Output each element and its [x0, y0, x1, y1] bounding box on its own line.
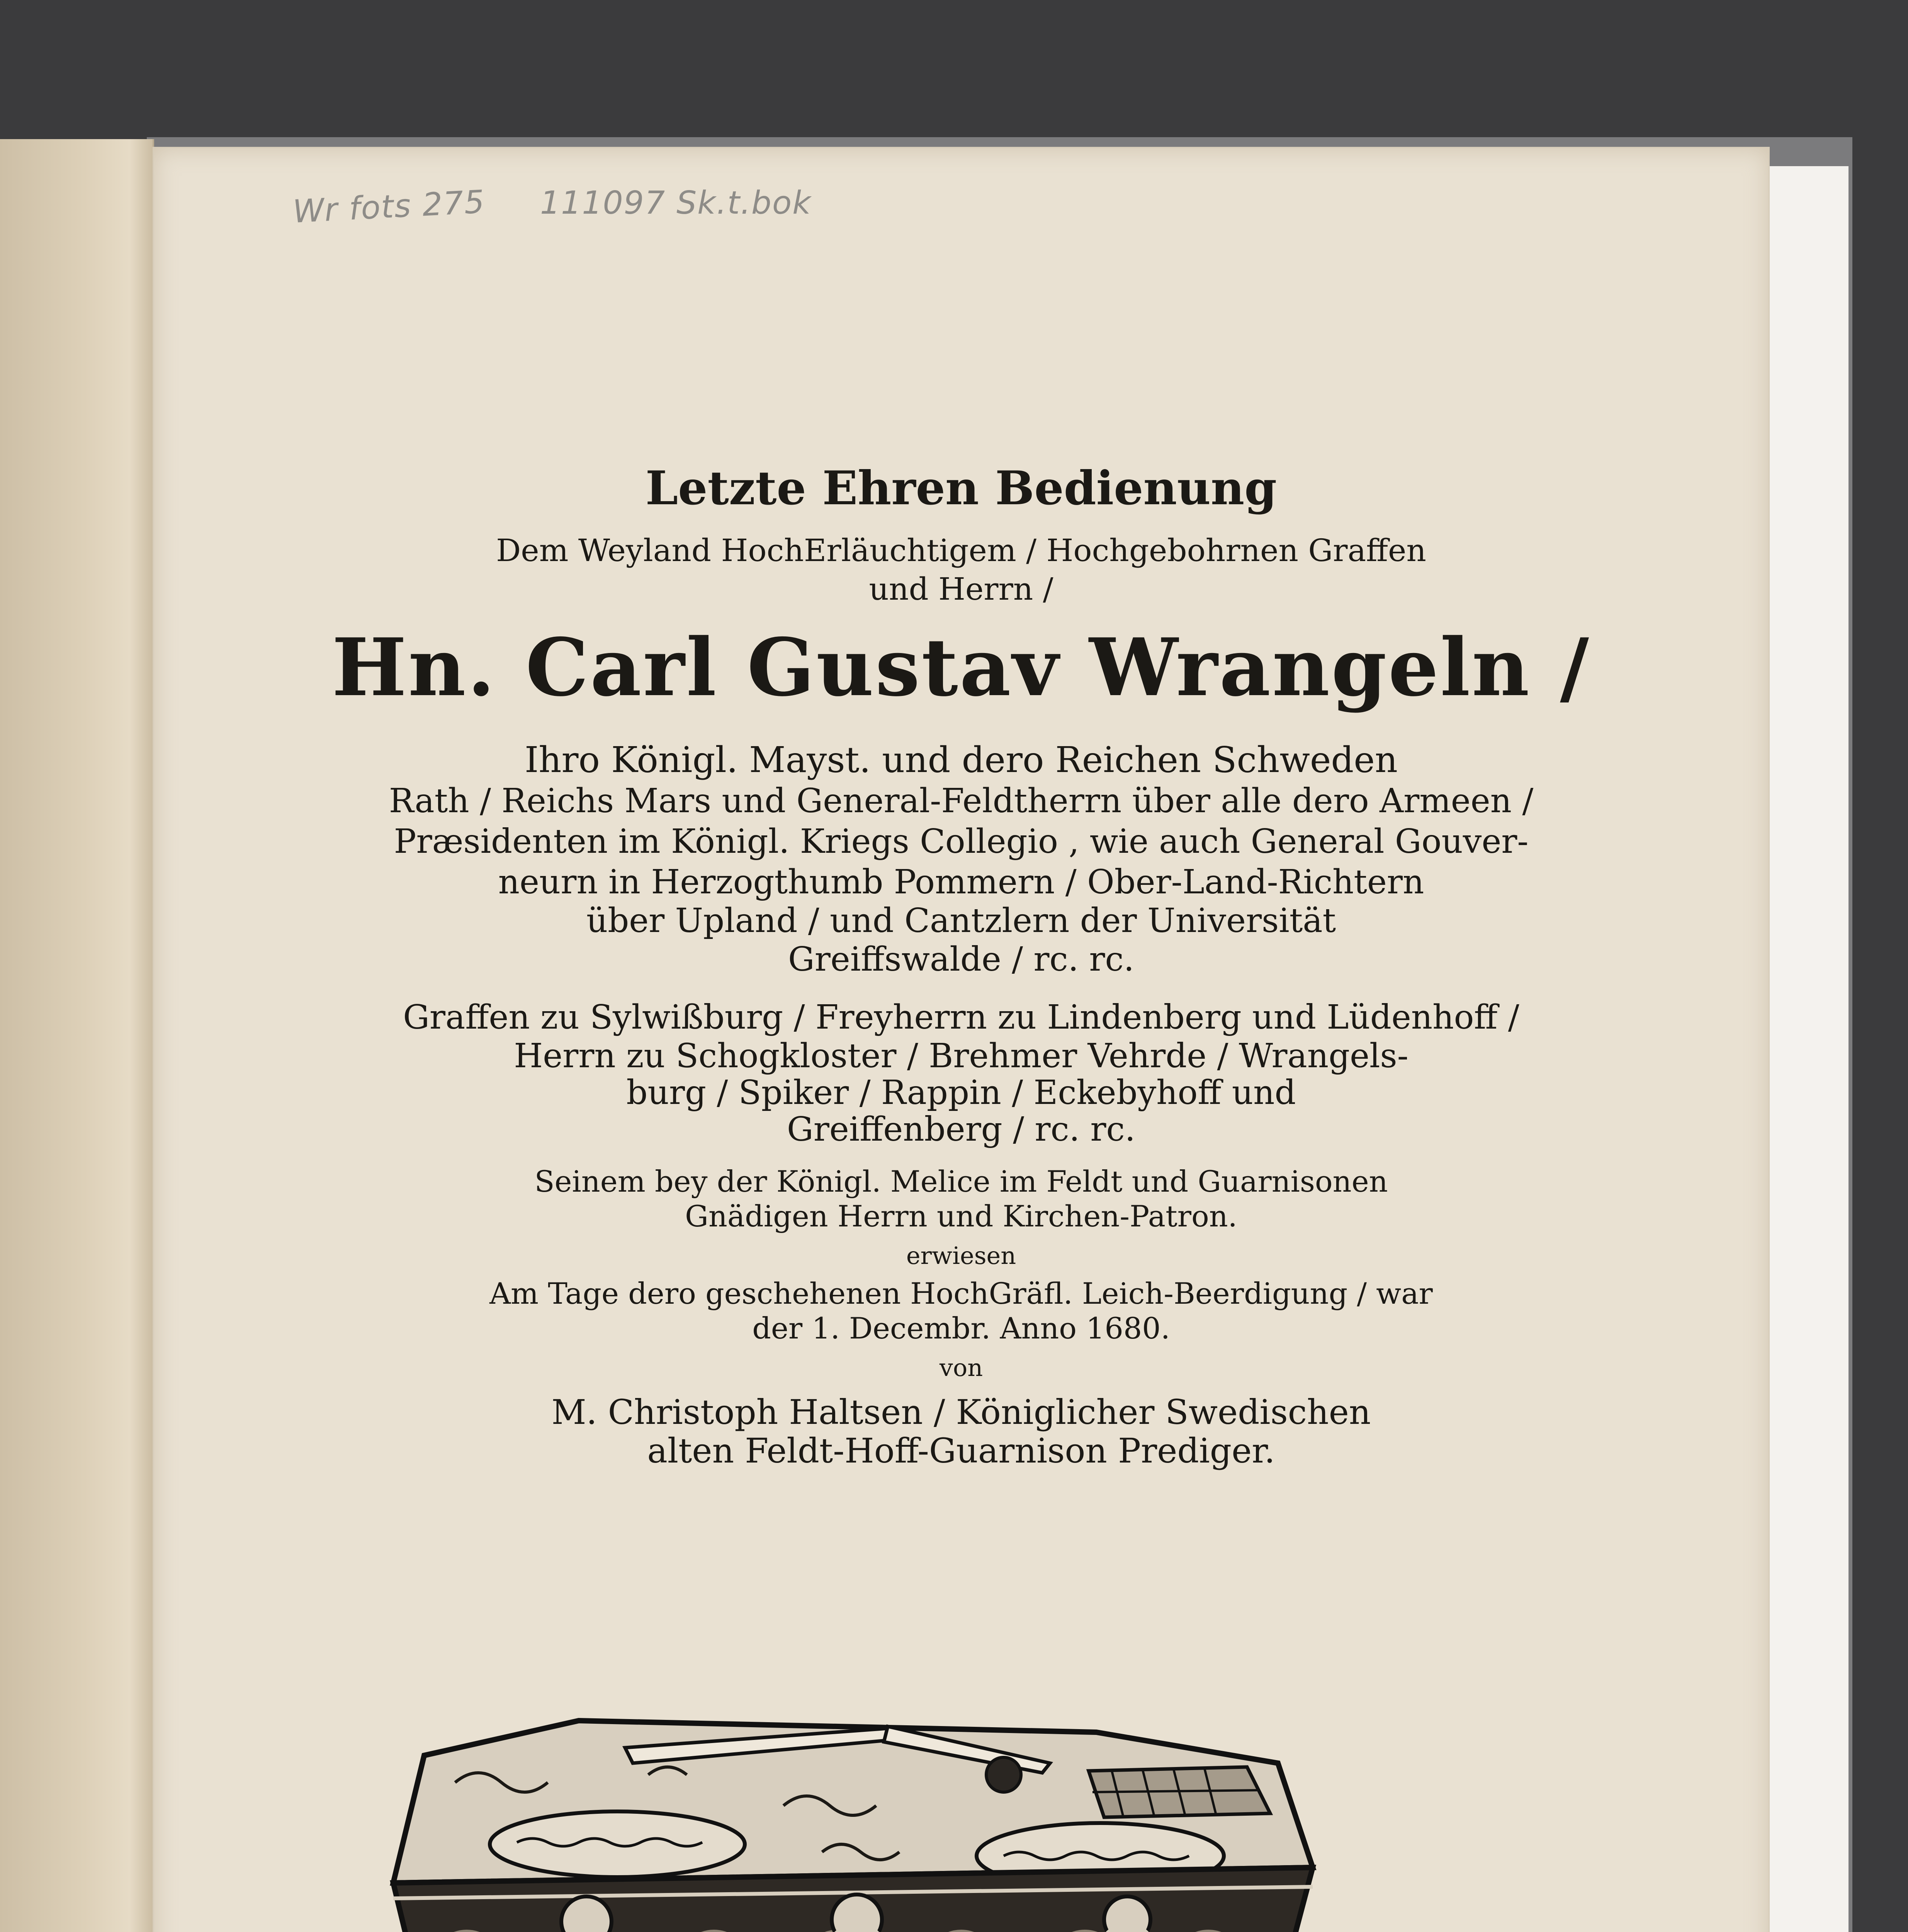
titles-line: über Upland / und Cantzlern der Universität — [586, 901, 1336, 940]
title-page — [153, 147, 1770, 1932]
pencil-number: 111097 Sk.t.bok — [540, 185, 812, 221]
honoree-name: Hn. Carl Gustav Wrangeln / — [331, 621, 1591, 714]
titles-line: Ihro Königl. Mayst. und dero Reichen Schweden — [524, 739, 1398, 781]
patron-line: Gnädigen Herrn und Kirchen-Patron. — [685, 1199, 1237, 1233]
erwiesen-text: erwiesen — [906, 1242, 1016, 1270]
estates-line: burg / Spiker / Rappin / Eckebyhoff und — [626, 1073, 1296, 1112]
estates-line: Graffen zu Sylwißburg / Freyherrn zu Lindenberg und Lüdenhoff / — [403, 998, 1519, 1037]
author-line: M. Christoph Haltsen / Königlicher Swedischen — [551, 1392, 1371, 1432]
occasion-line: Am Tage dero geschehenen HochGräfl. Leich-Beerdigung / war — [489, 1276, 1433, 1311]
titles-line: Præsidenten im Königl. Kriegs Collegio , wie auch General Gouver- — [394, 822, 1529, 861]
coffin-woodcut-illustration — [378, 1705, 1452, 1932]
dedication-line-1: Dem Weyland HochErläuchtigem / Hochgebohrnen Graffen — [496, 532, 1426, 568]
pencil-shelfmark: Wr fots 275 — [292, 184, 486, 230]
occasion-line: der 1. Decembr. Anno 1680. — [752, 1311, 1170, 1345]
titles-line: Rath / Reichs Mars und General-Feldtherrn über alle dero Armeen / — [389, 782, 1534, 820]
estates-line: Greiffenberg / rc. rc. — [787, 1110, 1135, 1149]
author-line: alten Feldt-Hoff-Guarnison Prediger. — [647, 1431, 1275, 1471]
titles-line: neurn in Herzogthumb Pommern / Ober-Land-Richtern — [498, 863, 1424, 901]
page-title: Letzte Ehren Bedienung — [645, 461, 1277, 515]
dedication-line-2: und Herrn / — [869, 571, 1053, 607]
left-page-edge — [0, 139, 154, 1932]
title-page-text — [154, 148, 1769, 1932]
von-text: von — [939, 1354, 983, 1382]
patron-line: Seinem bey der Königl. Melice im Feldt und Guarnisonen — [534, 1164, 1388, 1199]
estates-line: Herrn zu Schogkloster / Brehmer Vehrde / Wrangels- — [514, 1037, 1408, 1075]
titles-line: Greiffswalde / rc. rc. — [788, 940, 1134, 979]
